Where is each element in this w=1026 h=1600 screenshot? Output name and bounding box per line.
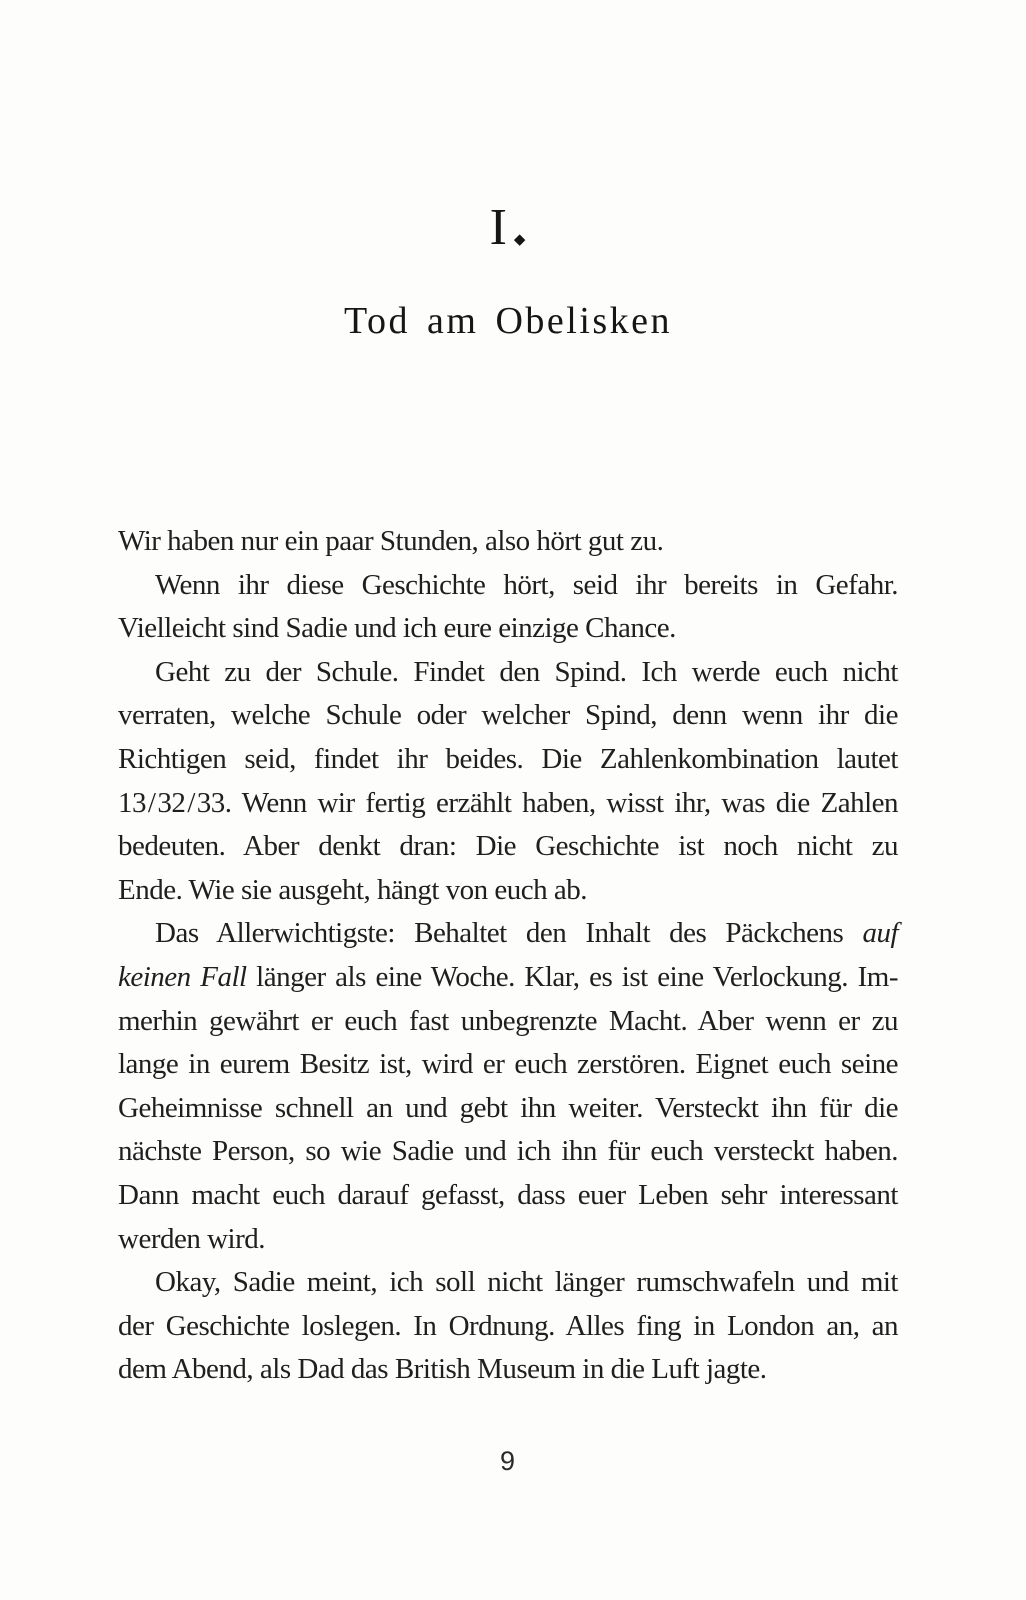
text-line [118,694,898,738]
text-line [118,1043,898,1087]
chapter-number [118,199,898,265]
text-line [118,1261,898,1305]
page-number: 9 [499,1446,517,1476]
text-line [118,1174,898,1218]
text-segment: der Geschichte loslegen. In Ordnung. Alles fing in London an, an [118,1309,898,1342]
text-line [118,912,898,956]
body-text [118,520,898,1392]
italic-text-segment: keinen Fall [118,960,247,993]
text-line [118,956,898,1000]
diamond-ornament-icon: ◆ [513,230,527,248]
text-segment: 13 / 32 / 33. Wenn wir fertig erzählt haben, wisst ihr, was die Zahlen [118,786,898,819]
text-segment: Wenn ihr diese Geschichte hört, seid ihr bereits in Gefahr. [155,568,898,601]
text-segment: bedeuten. Aber denkt dran: Die Geschichte ist noch nicht zu [118,830,898,863]
italic-text-segment: auf [862,917,898,950]
text-segment: Geht zu der Schule. Findet den Spind. Ich werde euch nicht [155,655,898,688]
text-segment: Ende. Wie sie ausgeht, hängt von euch ab. [118,873,588,906]
text-line [118,1087,898,1131]
text-line [118,1218,898,1262]
text-segment: Wir haben nur ein paar Stunden, also hört gut zu. [118,525,664,557]
text-line [118,1348,898,1392]
text-segment: Richtigen seid, findet ihr beides. Die Zahlenkombination lautet [118,742,898,775]
text-line [118,738,898,782]
text-line [118,825,898,869]
text-segment: Dann macht euch darauf gefasst, dass euer Leben sehr interessant [118,1178,898,1211]
text-segment: werden wird. [118,1222,266,1255]
text-line [118,1130,898,1174]
chapter-numeral: I [489,199,508,256]
text-segment: merhin gewährt er euch fast unbegrenzte Macht. Aber wenn er zu [118,1004,898,1037]
text-segment: dem Abend, als Dad das British Museum in die Luft jagte. [118,1353,767,1386]
text-segment: verraten, welche Schule oder welcher Spind, denn wenn ihr die [118,699,898,732]
text-line [118,564,898,608]
text-line [118,1000,898,1044]
text-segment: Geheimnisse schnell an und gebt ihn weiter. Versteckt ihn für die [118,1091,898,1124]
text-line [118,651,898,695]
text-segment: länger als eine Woche. Klar, es ist eine Verlockung. Im- [246,960,898,993]
text-segment: Vielleicht sind Sadie und ich eure einzige Chance. [118,612,676,645]
text-line [118,520,898,564]
text-line [118,782,898,826]
text-line [118,607,898,651]
text-segment: lange in eurem Besitz ist, wird er euch zerstören. Eignet euch seine [118,1048,898,1081]
text-segment: nächste Person, so wie Sadie und ich ihn für euch versteckt haben. [118,1135,898,1168]
chapter-title: Tod am Obelisken [343,300,673,342]
text-line [118,869,898,913]
text-line [118,1305,898,1349]
text-segment: Das Allerwichtigste: Behaltet den Inhalt des Päckchens [155,917,863,950]
text-segment: Okay, Sadie meint, ich soll nicht länger rumschwafeln und mit [155,1266,898,1299]
